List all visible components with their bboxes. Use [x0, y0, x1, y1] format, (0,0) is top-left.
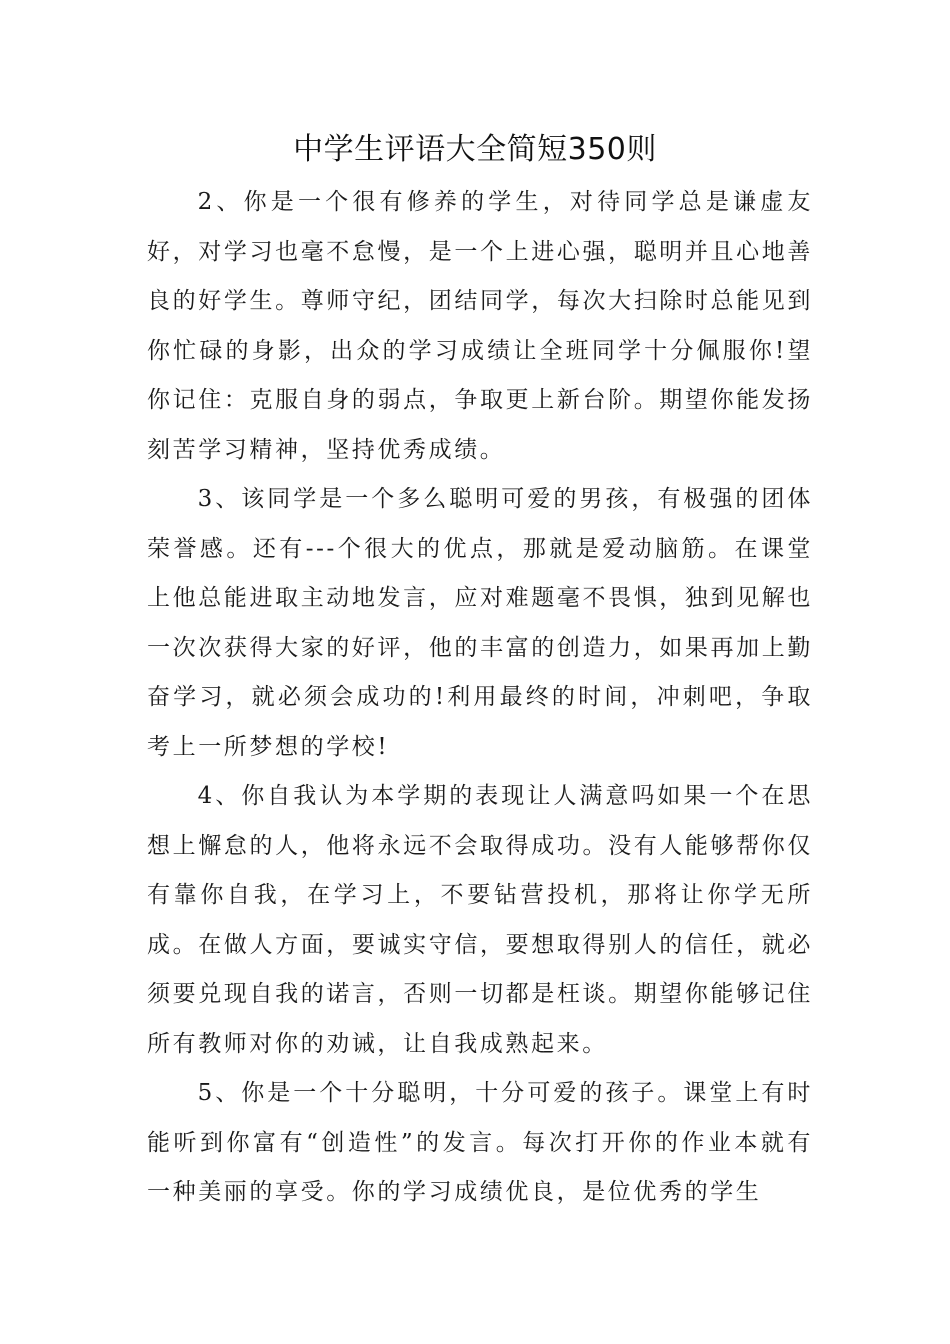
- paragraph-2: 2、你是一个很有修养的学生，对待同学总是谦虚友好，对学习也毫不怠慢，是一个上进心强，聪明并且心地善良的好学生。尊师守纪，团结同学，每次大扫除时总能见到你忙碌的身影，出众的学习成绩让全班同学十分佩服你!望你记住：克服自身的弱点，争取更上新台阶。期望你能发扬刻苦学习精神，坚持优秀成绩。: [147, 189, 813, 463]
- paragraph-3: 3、该同学是一个多么聪明可爱的男孩，有极强的团体荣誉感。还有---个很大的优点，那就是爱动脑筋。在课堂上他总能进取主动地发言，应对难题毫不畏惧，独到见解也一次次获得大家的好评，他的丰富的创造力，如果再加上勤奋学习，就必须会成功的!利用最终的时间，冲刺吧，争取考上一所梦想的学校!: [147, 486, 813, 760]
- paragraph-5: 5、你是一个十分聪明，十分可爱的孩子。课堂上有时能听到你富有“创造性”的发言。每次打开你的作业本就有一种美丽的享受。你的学习成绩优良，是位优秀的学生: [147, 1080, 813, 1205]
- paragraph-4: 4、你自我认为本学期的表现让人满意吗如果一个在思想上懈怠的人，他将永远不会取得成功。没有人能够帮你仅有靠你自我，在学习上，不要钻营投机，那将让你学无所成。在做人方面，要诚实守信，要想取得别人的信任，就必须要兑现自我的诺言，否则一切都是枉谈。期望你能够记住所有教师对你的劝诫，让自我成熟起来。: [147, 783, 813, 1057]
- document-body: [147, 178, 813, 1218]
- document-title: 中学生评语大全简短350则: [293, 132, 657, 167]
